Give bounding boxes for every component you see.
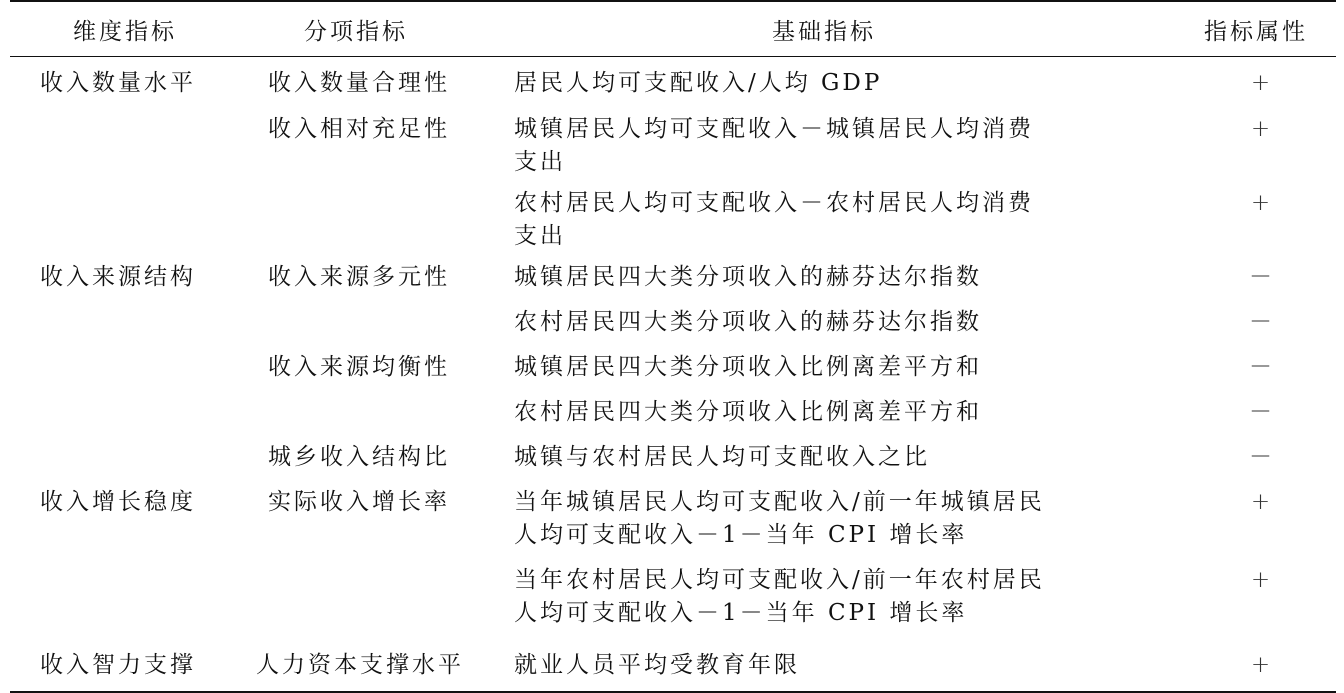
table-row: [10, 105, 1336, 179]
header-sub-indicator: 分项指标: [304, 18, 408, 45]
attribute-sign: －: [1249, 263, 1275, 290]
sub-indicator-cell: 实际收入增长率: [268, 488, 450, 515]
base-indicator-cell: 农村居民四大类分项收入比例离差平方和: [514, 398, 982, 425]
attribute-sign: +: [1250, 115, 1274, 142]
attribute-cell: [1176, 388, 1336, 433]
attribute-cell: [1176, 642, 1336, 692]
dimension-cell: 收入增长稳度: [40, 488, 196, 515]
attribute-sign: +: [1250, 651, 1274, 678]
sub-indicator-cell: 收入数量合理性: [268, 70, 450, 96]
dimension-cell: [10, 433, 240, 478]
attribute-cell: [1176, 298, 1336, 343]
attribute-sign: +: [1250, 189, 1274, 216]
attribute-cell: [1176, 478, 1336, 560]
dimension-cell: [10, 560, 240, 642]
attribute-sign: +: [1250, 566, 1274, 593]
attribute-cell: [1176, 57, 1336, 105]
attribute-sign: －: [1249, 443, 1275, 470]
attribute-sign: +: [1250, 488, 1274, 515]
header-row: [10, 1, 1336, 57]
header-base-indicator: 基础指标: [772, 18, 876, 45]
dimension-cell: [10, 298, 240, 343]
sub-indicator-cell: 人力资本支撑水平: [256, 651, 464, 678]
sub-indicator-cell: 收入来源均衡性: [268, 353, 450, 380]
attribute-cell: [1176, 560, 1336, 642]
dimension-cell: 收入数量水平: [40, 70, 196, 96]
base-indicator-cell: 农村居民四大类分项收入的赫芬达尔指数: [514, 308, 982, 335]
attribute-sign: －: [1249, 308, 1275, 335]
attribute-sign: －: [1249, 353, 1275, 380]
sub-indicator-cell: 城乡收入结构比: [268, 443, 450, 470]
header-dimension: 维度指标: [73, 18, 177, 45]
attribute-cell: [1176, 179, 1336, 253]
table-row: [10, 298, 1336, 343]
table-row: [10, 642, 1336, 692]
base-indicator-cell: 农村居民人均可支配收入－农村居民人均消费支出: [514, 189, 1034, 249]
base-indicator-cell: 当年农村居民人均可支配收入/前一年农村居民人均可支配收入－1－当年 CPI 增长率: [514, 566, 1045, 626]
base-indicator-cell: 城镇居民人均可支配收入－城镇居民人均消费支出: [514, 115, 1034, 175]
attribute-cell: [1176, 105, 1336, 179]
attribute-sign: +: [1250, 70, 1274, 96]
indicator-table-container: [10, 0, 1336, 693]
base-indicator-cell: 城镇居民四大类分项收入比例离差平方和: [514, 353, 982, 380]
sub-indicator-cell: 收入相对充足性: [268, 115, 450, 142]
dimension-cell: [10, 388, 240, 433]
table-row: [10, 57, 1336, 105]
table-row: [10, 478, 1336, 560]
dimension-cell: [10, 179, 240, 253]
attribute-sign: －: [1249, 398, 1275, 425]
dimension-cell: 收入来源结构: [40, 263, 196, 290]
base-indicator-cell: 就业人员平均受教育年限: [514, 651, 800, 678]
base-indicator-cell: 当年城镇居民人均可支配收入/前一年城镇居民人均可支配收入－1－当年 CPI 增长率: [514, 488, 1045, 548]
table-row: [10, 560, 1336, 642]
table-row: [10, 343, 1336, 388]
base-indicator-cell: 城镇与农村居民人均可支配收入之比: [514, 443, 930, 470]
dimension-cell: 收入智力支撑: [40, 651, 196, 678]
base-indicator-cell: 城镇居民四大类分项收入的赫芬达尔指数: [514, 263, 982, 290]
sub-indicator-cell: [240, 298, 472, 343]
attribute-cell: [1176, 343, 1336, 388]
table-row: [10, 388, 1336, 433]
table-row: [10, 253, 1336, 298]
table-body: [10, 57, 1336, 692]
dimension-cell: [10, 105, 240, 179]
attribute-cell: [1176, 253, 1336, 298]
sub-indicator-cell: 收入来源多元性: [268, 263, 450, 290]
attribute-cell: [1176, 433, 1336, 478]
sub-indicator-cell: [240, 388, 472, 433]
sub-indicator-cell: [240, 179, 472, 253]
table-row: [10, 179, 1336, 253]
base-indicator-cell: 居民人均可支配收入/人均 GDP: [514, 70, 883, 96]
sub-indicator-cell: [240, 560, 472, 642]
table-row: [10, 433, 1336, 478]
indicator-table: [10, 0, 1336, 693]
table-header: [10, 1, 1336, 57]
dimension-cell: [10, 343, 240, 388]
header-attribute: 指标属性: [1204, 18, 1308, 45]
